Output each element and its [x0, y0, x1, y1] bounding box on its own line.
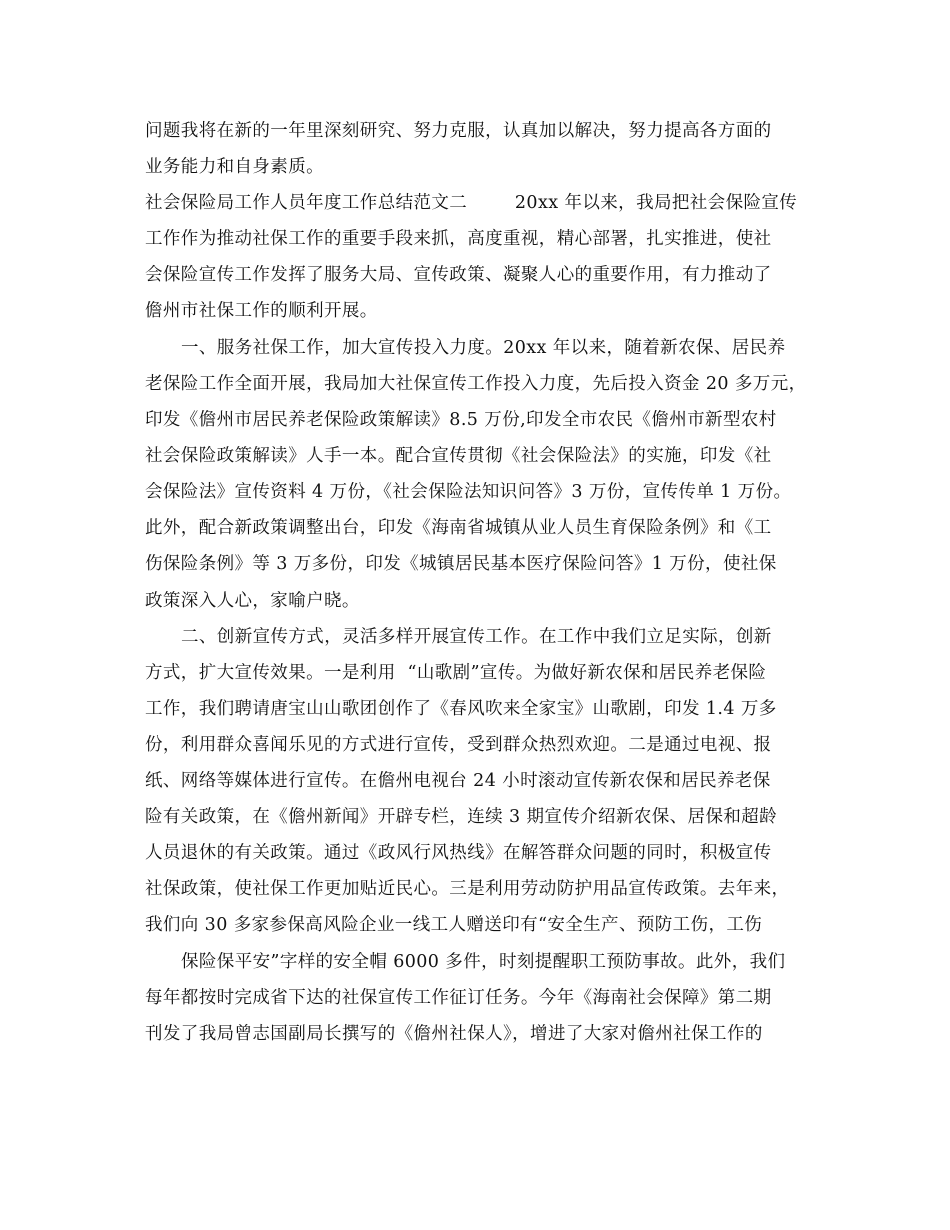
text-line: 我们向 30 多家参保高风险企业一线工人赠送印有“安全生产、预防工伤，工伤: [145, 915, 763, 935]
section-title-line: 社会保险局工作人员年度工作总结范文二 20xx 年以来，我局把社会保险宣传: [145, 193, 798, 213]
text-line: 份，利用群众喜闻乐见的方式进行宣传，受到群众热烈欢迎。二是通过电视、报: [145, 735, 772, 755]
text-line: 业务能力和自身素质。: [145, 157, 324, 177]
text-line: 印发《儋州市居民养老保险政策解读》8.5 万份,印发全市农民《儋州市新型农村: [145, 410, 777, 430]
text-line: 险有关政策，在《儋州新闻》开辟专栏，连续 3 期宣传介绍新农保、居保和超龄: [145, 807, 778, 827]
text-line: 问题我将在新的一年里深刻研究、努力克服，认真加以解决，努力提高各方面的: [145, 121, 772, 141]
text-line: 社会保险政策解读》人手一本。配合宣传贯彻《社会保险法》的实施，印发《社: [145, 446, 772, 466]
text-line: 刊发了我局曾志国副局长撰写的《儋州社保人》，增进了大家对儋州社保工作的: [145, 1024, 763, 1044]
text-line: 会保险宣传工作发挥了服务大局、宣传政策、凝聚人心的重要作用，有力推动了: [145, 265, 772, 285]
text-line: 纸、网络等媒体进行宣传。在儋州电视台 24 小时滚动宣传新农保和居民养老保: [145, 771, 771, 791]
text-line: 此外，配合新政策调整出台，印发《海南省城镇从业人员生育保险条例》和《工: [145, 518, 772, 538]
paragraph-start-line: 二、创新宣传方式，灵活多样开展宣传工作。在工作中我们立足实际，创新: [181, 627, 772, 647]
text-line: 保险保平安”字样的安全帽 6000 多件，时刻提醒职工预防事故。此外，我们: [181, 952, 786, 972]
text-line: 工作，我们聘请唐宝山山歌团创作了《春风吹来全家宝》山歌剧，印发 1.4 万多: [145, 699, 777, 719]
text-line: 伤保险条例》等 3 万多份，印发《城镇居民基本医疗保险问答》1 万份，使社保: [145, 554, 777, 574]
text-line: 老保险工作全面开展，我局加大社保宣传工作投入力度，先后投入资金 20 多万元，: [145, 374, 807, 394]
text-line: 政策深入人心，家喻户晓。: [145, 591, 360, 611]
text-line: 工作作为推动社保工作的重要手段来抓，高度重视，精心部署，扎实推进，使社: [145, 229, 772, 249]
text-line: 会保险法》宣传资料 4 万份，《社会保险法知识问答》3 万份，宣传传单 1 万份。: [145, 482, 792, 502]
text-line: 方式，扩大宣传效果。一是利用 “山歌剧”宣传。为做好新农保和居民养老保险: [145, 663, 767, 683]
text-line: 人员退休的有关政策。通过《政风行风热线》在解答群众问题的同时，积极宣传: [145, 843, 772, 863]
text-line: 儋州市社保工作的顺利开展。: [145, 301, 378, 321]
paragraph-start-line: 一、服务社保工作，加大宣传投入力度。20xx 年以来，随着新农保、居民养: [181, 338, 786, 358]
text-line: 社保政策，使社保工作更加贴近民心。三是利用劳动防护用品宣传政策。去年来，: [145, 879, 790, 899]
text-line: 每年都按时完成省下达的社保宣传工作征订任务。今年《海南社会保障》第二期: [145, 988, 772, 1008]
